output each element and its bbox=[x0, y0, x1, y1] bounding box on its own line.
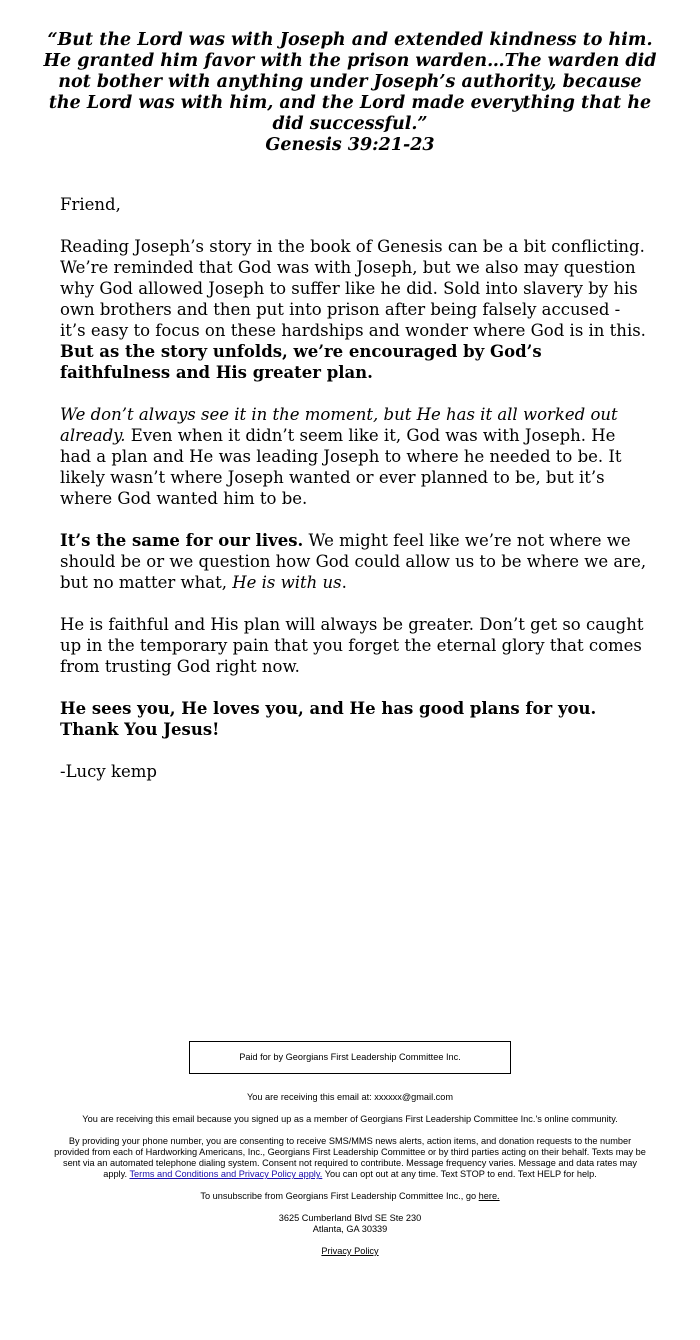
paid-for-box bbox=[189, 1041, 511, 1074]
unsubscribe-link[interactable]: here. bbox=[478, 1191, 500, 1201]
paragraph-1-bold: But as the story unfolds, we’re encouraged by God’s faithfulness and His greater plan. bbox=[60, 342, 542, 382]
quote-reference: Genesis 39:21-23 bbox=[265, 135, 435, 155]
paragraph-1 bbox=[60, 236, 650, 383]
paragraph-2-text: Even when it didn’t seem like it, God was with Joseph. He had a plan and He was leading Joseph to where he needed to be. It likely wasn’t where Joseph wanted or ever planned to be, but it’s where God wanted him to be. bbox=[60, 426, 622, 508]
terms-link[interactable]: Terms and Conditions and Privacy Policy apply. bbox=[129, 1169, 323, 1179]
unsubscribe-text: To unsubscribe from Georgians First Leadership Committee Inc., go bbox=[200, 1191, 477, 1201]
privacy-line bbox=[50, 1246, 650, 1257]
recipient-email: xxxxxx@gmail.com bbox=[374, 1092, 454, 1102]
greeting: Friend, bbox=[60, 195, 121, 214]
receiving-label: You are receiving this email at: bbox=[246, 1092, 372, 1102]
paragraph-2 bbox=[60, 404, 650, 509]
sms-notice-end: You can opt out at any time. Text STOP to end. Text HELP for help. bbox=[324, 1169, 597, 1179]
privacy-policy-link[interactable]: Privacy Policy bbox=[321, 1246, 379, 1256]
quote-text: “But the Lord was with Joseph and extended kindness to him. He granted him favor with the prison warden…The warden did not bother with anything under Joseph’s authority, because the Lord was with him, and the Lord made everything that he did successful.” bbox=[43, 30, 657, 134]
paragraph-1-text: Reading Joseph’s story in the book of Genesis can be a bit conflicting. We’re reminded that God was with Joseph, but we also may question why God allowed Joseph to suffer like he did. Sold into slavery by his own brothers and then put into prison after being falsely accused - it’s easy to focus on these hardships and wonder where God is in this. bbox=[60, 237, 646, 340]
sms-notice-text: By providing your phone number, you are consenting to receive SMS/MMS news alerts, action items, and donation requests to the number provided from each of Hardworking Americans, Inc., Georgians First Leadership Committee or by third parties acting on their behalf. Texts may be sent via an automated telephone dialing system. Consent not required to contribute. Message frequency varies. Message and data rates may apply. bbox=[54, 1136, 646, 1179]
paragraph-3-bold: It’s the same for our lives. bbox=[60, 531, 304, 550]
paragraph-2-italic: We don’t always see it in the moment, but He has it all worked out already. bbox=[60, 405, 618, 445]
email-footer bbox=[50, 1041, 650, 1257]
paragraph-4: He is faithful and His plan will always be greater. Don’t get so caught up in the temporary pain that you forget the eternal glory that comes from trusting God right now. bbox=[60, 615, 644, 676]
paragraph-5-bold: He sees you, He loves you, and He has good plans for you. Thank You Jesus! bbox=[60, 699, 597, 739]
mailing-address bbox=[50, 1213, 650, 1235]
paragraph-3-italic: He is with us bbox=[232, 573, 342, 592]
paragraph-3 bbox=[60, 530, 650, 593]
member-notice: You are receiving this email because you signed up as a member of Georgians First Leadership Committee Inc.'s online community. bbox=[82, 1114, 618, 1124]
paid-for-text: Paid for by Georgians First Leadership Committee Inc. bbox=[239, 1052, 461, 1062]
scripture-quote bbox=[40, 30, 660, 156]
address-line-2: Atlanta, GA 30339 bbox=[312, 1224, 388, 1234]
paragraph-3-text: We might feel like we’re not where we should be or we question how God could allow us to be where we are, but no matter what, bbox=[60, 531, 647, 592]
address-line-1: 3625 Cumberland Blvd SE Ste 230 bbox=[278, 1213, 422, 1223]
paragraph-5 bbox=[60, 698, 650, 740]
signature: -Lucy kemp bbox=[60, 762, 157, 781]
letter-body bbox=[60, 194, 650, 803]
unsubscribe-line bbox=[50, 1191, 650, 1202]
sms-notice bbox=[50, 1136, 650, 1180]
paragraph-3-end: . bbox=[341, 573, 347, 592]
receiving-email-line bbox=[50, 1092, 650, 1103]
